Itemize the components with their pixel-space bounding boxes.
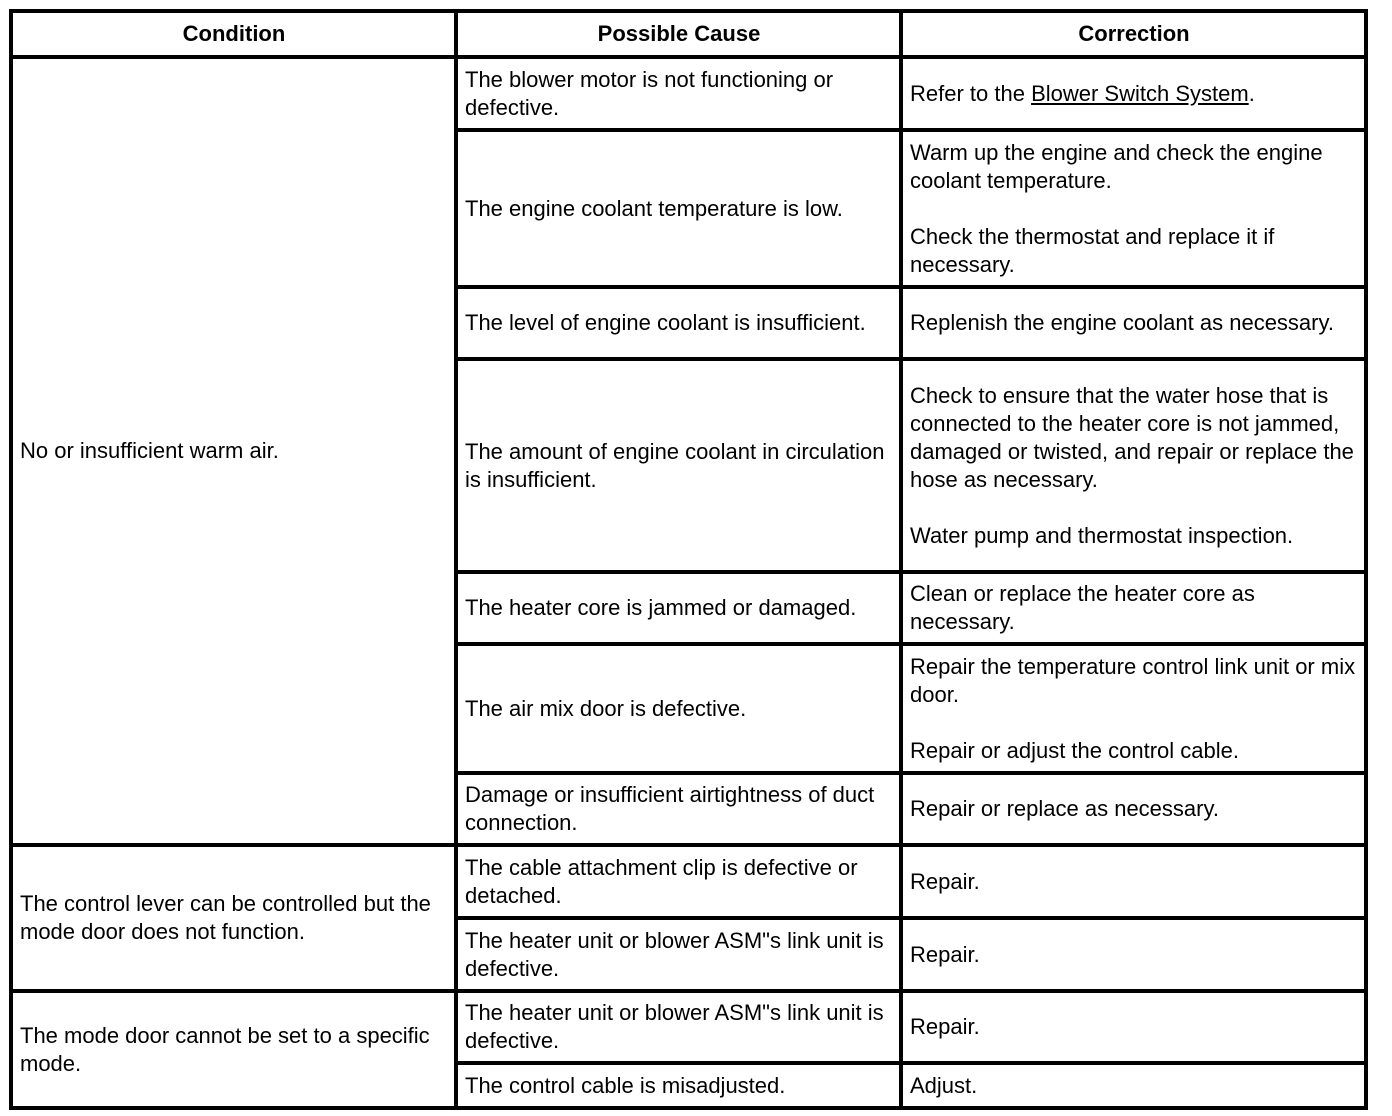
correction-cell bbox=[901, 1063, 1366, 1108]
header-correction: Correction bbox=[901, 11, 1366, 57]
header-condition: Condition bbox=[11, 11, 456, 57]
condition-cell: The mode door cannot be set to a specific mode. bbox=[11, 991, 456, 1108]
header-row bbox=[11, 11, 1366, 57]
correction-cell bbox=[901, 359, 1366, 572]
cause-cell: The engine coolant temperature is low. bbox=[456, 130, 901, 287]
cause-cell: The control cable is misadjusted. bbox=[456, 1063, 901, 1108]
correction-cell bbox=[901, 991, 1366, 1063]
correction-paragraph: Replenish the engine coolant as necessary. bbox=[910, 310, 1334, 335]
correction-cell bbox=[901, 918, 1366, 991]
correction-text: . bbox=[1248, 80, 1255, 106]
table-row bbox=[11, 845, 1366, 918]
correction-paragraph: Repair. bbox=[910, 1014, 980, 1039]
cause-cell: The heater core is jammed or damaged. bbox=[456, 572, 901, 644]
cause-cell: Damage or insufficient airtightness of duct connection. bbox=[456, 773, 901, 845]
correction-paragraph: Clean or replace the heater core as necessary. bbox=[910, 581, 1255, 634]
correction-paragraph: Repair. bbox=[910, 941, 980, 967]
condition-cell: No or insufficient warm air. bbox=[11, 57, 456, 845]
correction-paragraph: Repair. bbox=[910, 868, 980, 894]
correction-paragraph: Check the thermostat and replace it if necessary. bbox=[910, 223, 1275, 277]
correction-cell bbox=[901, 130, 1366, 287]
correction-cell bbox=[901, 572, 1366, 644]
cause-cell: The air mix door is defective. bbox=[456, 644, 901, 773]
blower-switch-system-link[interactable]: Blower Switch System bbox=[1031, 80, 1249, 106]
cause-cell: The amount of engine coolant in circulation is insufficient. bbox=[456, 359, 901, 572]
correction-paragraph: Warm up the engine and check the engine coolant temperature. bbox=[910, 139, 1323, 193]
correction-cell bbox=[901, 57, 1366, 130]
correction-paragraph: Repair the temperature control link unit or mix door. bbox=[910, 653, 1356, 707]
table-row bbox=[11, 991, 1366, 1063]
correction-cell bbox=[901, 287, 1366, 359]
cause-cell: The heater unit or blower ASM"s link unit is defective. bbox=[456, 991, 901, 1063]
troubleshooting-table bbox=[9, 9, 1368, 1110]
cause-cell: The cable attachment clip is defective or detached. bbox=[456, 845, 901, 918]
cause-cell: The heater unit or blower ASM"s link unit is defective. bbox=[456, 918, 901, 991]
header-possible-cause: Possible Cause bbox=[456, 11, 901, 57]
correction-cell bbox=[901, 845, 1366, 918]
correction-paragraph: Repair or adjust the control cable. bbox=[910, 737, 1239, 763]
correction-paragraph: Water pump and thermostat inspection. bbox=[910, 522, 1294, 548]
correction-text: Refer to the bbox=[910, 80, 1032, 106]
correction-paragraph: Check to ensure that the water hose that is connected to the heater core is not jammed, damaged or twisted, and repair or replace the hose as necessary. bbox=[910, 382, 1354, 492]
cause-cell: The level of engine coolant is insufficient. bbox=[456, 287, 901, 359]
correction-paragraph: Repair or replace as necessary. bbox=[910, 796, 1219, 821]
cause-cell: The blower motor is not functioning or defective. bbox=[456, 57, 901, 130]
table-row bbox=[11, 57, 1366, 130]
correction-cell bbox=[901, 773, 1366, 845]
condition-cell: The control lever can be controlled but the mode door does not function. bbox=[11, 845, 456, 991]
correction-paragraph: Adjust. bbox=[910, 1072, 978, 1098]
correction-cell bbox=[901, 644, 1366, 773]
